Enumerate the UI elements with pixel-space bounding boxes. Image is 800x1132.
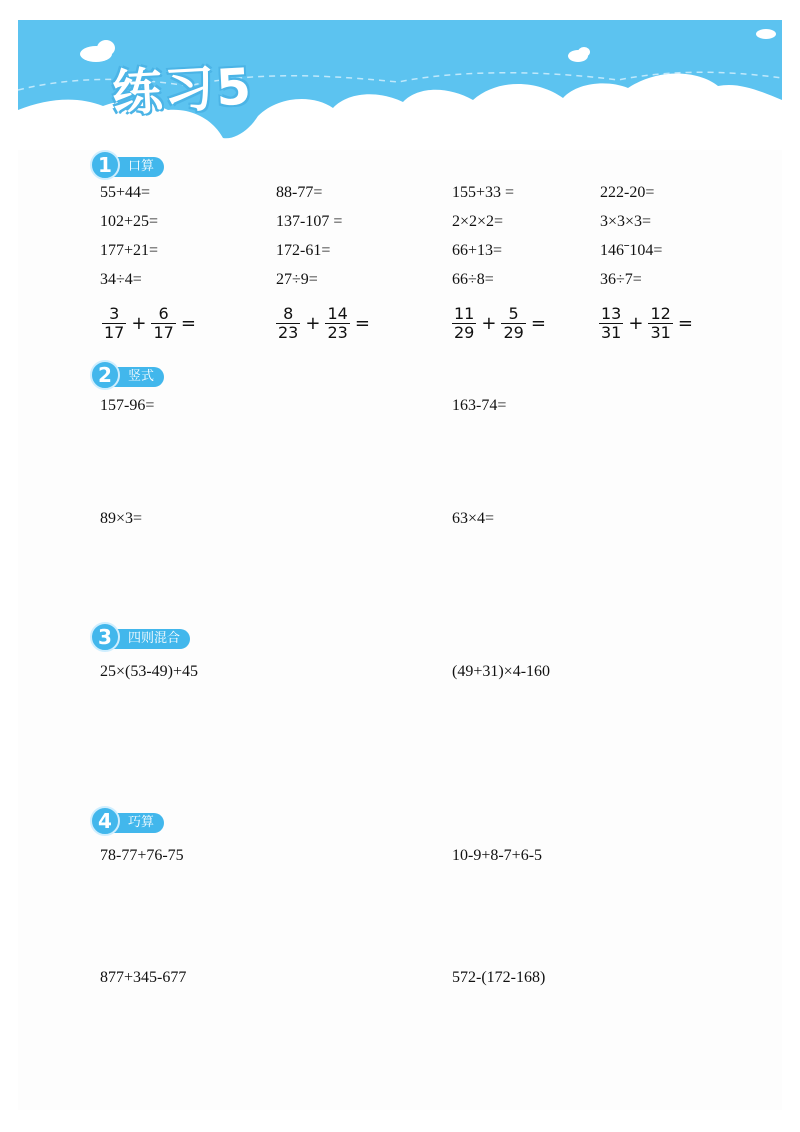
fraction: $\frac{14}{23}$ [327, 304, 348, 342]
clever-problem: 10-9+8-7+6-5 [452, 847, 543, 864]
section-title: 口算 [112, 157, 164, 177]
fraction: $\frac{13}{31}$ [601, 304, 622, 342]
vertical-problem: 63×4= [452, 510, 495, 527]
vertical-problem: 157-96= [100, 397, 155, 414]
mental-problem: 222-20= [600, 184, 655, 201]
clever-problem: 877+345-677 [100, 969, 187, 986]
mental-problem: 155+33 = [452, 184, 515, 201]
mental-problem: 55+44= [100, 184, 151, 201]
mental-problem: 36÷7= [600, 271, 642, 288]
fraction: $\frac{5}{29}$ [503, 304, 524, 342]
section-number: 1 [90, 150, 120, 180]
mental-problem: 146ˉ104= [600, 242, 663, 259]
fraction-problem: $\frac{13}{31}$ + $\frac{12}{31}$ = [601, 304, 693, 342]
mental-problem: 102+25= [100, 213, 159, 230]
section-badge-3 [90, 625, 190, 650]
mixed-problem: 25×(53-49)+45 [100, 663, 199, 680]
clever-problem: 78-77+76-75 [100, 847, 184, 864]
fraction-problem: $\frac{3}{17}$ + $\frac{6}{17}$ = [104, 304, 196, 342]
section-title: 竖式 [112, 367, 164, 387]
section-badge-1 [90, 153, 164, 178]
section-number: 4 [90, 806, 120, 836]
section-badge-2 [90, 363, 164, 388]
section-badge-4 [90, 809, 164, 834]
mental-problem: 172-61= [276, 242, 331, 259]
fraction: $\frac{12}{31}$ [650, 304, 671, 342]
fraction: $\frac{3}{17}$ [104, 304, 125, 342]
vertical-problem: 89×3= [100, 510, 143, 527]
section-number: 2 [90, 360, 120, 390]
section-title: 巧算 [112, 813, 164, 833]
mental-problem: 88-77= [276, 184, 323, 201]
mental-problem: 177+21= [100, 242, 159, 259]
mental-problem: 27÷9= [276, 271, 318, 288]
mental-problem: 34÷4= [100, 271, 142, 288]
fraction-problem: $\frac{8}{23}$ + $\frac{14}{23}$ = [278, 304, 370, 342]
section-title: 四则混合 [112, 629, 190, 649]
fraction: $\frac{11}{29}$ [454, 304, 475, 342]
mental-problem: 137-107 = [276, 213, 343, 230]
clever-problem: 572-(172-168) [452, 969, 546, 986]
mental-problem: 2×2×2= [452, 213, 504, 230]
fraction: $\frac{8}{23}$ [278, 304, 299, 342]
fraction-problem: $\frac{11}{29}$ + $\frac{5}{29}$ = [454, 304, 546, 342]
section-number: 3 [90, 622, 120, 652]
mental-problem: 66+13= [452, 242, 503, 259]
mental-problem: 66÷8= [452, 271, 494, 288]
mental-problem: 3×3×3= [600, 213, 652, 230]
page-title: 练习5 [110, 57, 255, 123]
fraction: $\frac{6}{17}$ [153, 304, 174, 342]
vertical-problem: 163-74= [452, 397, 507, 414]
mixed-problem: (49+31)×4-160 [452, 663, 551, 680]
